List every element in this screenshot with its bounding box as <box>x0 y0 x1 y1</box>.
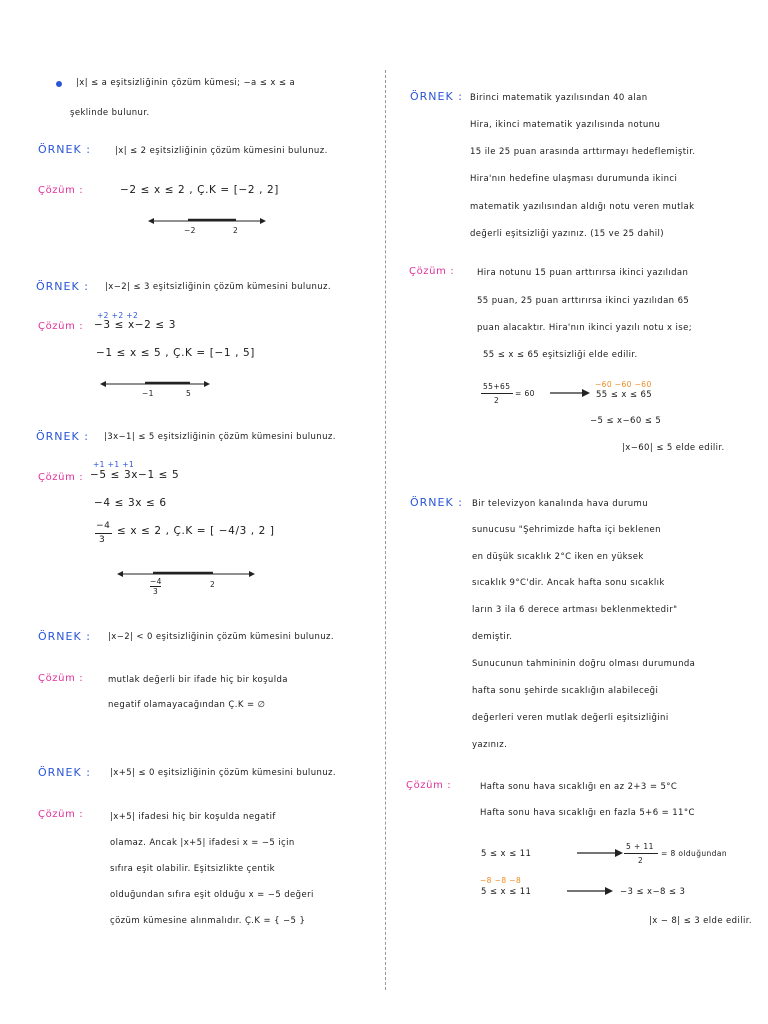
example-7-fraction-numerator: 5 + 11 <box>626 842 654 851</box>
example-2-solution-label: Çözüm : <box>38 321 84 332</box>
example-2-nl-b: 5 <box>186 389 192 398</box>
example-6-q2: Hira, ikinci matematik yazılısında notunu <box>470 120 661 130</box>
example-4-line1: mutlak değerli bir ifade hiç bir koşulda <box>108 675 288 685</box>
example-7-s2: Hafta sonu hava sıcaklığı en fazla 5+6 = 11°C <box>480 808 695 818</box>
example-7-q9: değerleri veren mutlak değerli eşitsizliğini <box>472 713 669 723</box>
example-7-q3: en düşük sıcaklık 2°C iken en yüksek <box>472 552 644 562</box>
example-6-s3: puan alacaktır. Hira'nın ikinci yazılı notu x ise; <box>477 323 692 333</box>
example-2-question: |x−2| ≤ 3 eşitsizliğinin çözüm kümesini bulunuz. <box>105 282 332 292</box>
example-7-q2: sunucusu "Şehrimizde hafta içi beklenen <box>472 525 661 535</box>
example-6-s5: 55 ≤ x ≤ 65 <box>596 390 653 400</box>
example-1-solution-label: Çözüm : <box>38 185 84 196</box>
example-7-fraction-denominator: 2 <box>638 856 644 865</box>
example-4-solution-label: Çözüm : <box>38 673 84 684</box>
example-3-step1: −5 ≤ 3x−1 ≤ 5 <box>90 469 180 481</box>
example-6-s2: 55 puan, 25 puan arttırırsa ikinci yazılıdan 65 <box>477 296 690 306</box>
example-3-label: ÖRNEK : <box>36 430 89 443</box>
example-1-nl-a: −2 <box>184 226 196 235</box>
example-7-s3: 5 ≤ x ≤ 11 <box>481 849 532 859</box>
example-6-q6: değerli eşitsizliği yazınız. (15 ve 25 dahil) <box>470 229 664 239</box>
example-7-s4: 5 ≤ x ≤ 11 <box>481 887 532 897</box>
example-6-q4: Hira'nın hedefine ulaşması durumunda ikinci <box>470 174 678 184</box>
example-5-line2: olamaz. Ancak |x+5| ifadesi x = −5 için <box>110 838 295 848</box>
example-3-number-line <box>117 567 257 581</box>
example-4-label: ÖRNEK : <box>38 630 91 643</box>
intro-line1: |x| ≤ a eşitsizliğinin çözüm kümesi; −a ≤ x ≤ a <box>76 78 296 88</box>
example-6-arrow-icon <box>550 388 592 398</box>
example-6-s1: Hira notunu 15 puan arttırırsa ikinci yazılıdan <box>477 268 689 278</box>
example-7-s6: |x − 8| ≤ 3 elde edilir. <box>649 916 752 926</box>
column-divider <box>385 70 386 990</box>
example-7-q1: Bir televizyon kanalında hava durumu <box>472 499 648 509</box>
example-5-label: ÖRNEK : <box>38 766 91 779</box>
example-7-s5: −3 ≤ x−8 ≤ 3 <box>620 887 686 897</box>
example-4-question: |x−2| < 0 eşitsizliğinin çözüm kümesini bulunuz. <box>108 632 335 642</box>
example-3-nl-denominator: 3 <box>153 587 159 596</box>
example-6-subtractions: −60 −60 −60 <box>595 380 652 389</box>
example-3-step3-denominator: 3 <box>99 535 106 545</box>
example-7-subtractions: −8 −8 −8 <box>480 876 522 885</box>
bullet-icon <box>56 81 62 87</box>
example-6-solution-label: Çözüm : <box>409 266 455 277</box>
example-6-fraction-result: = 60 <box>515 389 535 398</box>
example-1-label: ÖRNEK : <box>38 143 91 156</box>
example-7-q5: ların 3 ila 6 derece artması beklenmektedir" <box>472 605 678 615</box>
example-3-nl-numerator: −4 <box>150 577 162 586</box>
example-5-question: |x+5| ≤ 0 eşitsizliğinin çözüm kümesini bulunuz. <box>110 768 337 778</box>
intro-line2: şeklinde bulunur. <box>70 108 150 118</box>
example-6-q1: Birinci matematik yazılısından 40 alan <box>470 93 648 103</box>
example-3-nl-b: 2 <box>210 580 216 589</box>
example-7-q6: demiştir. <box>472 632 513 642</box>
example-2-number-line <box>100 377 212 391</box>
example-1-question: |x| ≤ 2 eşitsizliğinin çözüm kümesini bulunuz. <box>115 146 328 156</box>
example-7-q8: hafta sonu şehirde sıcaklığın alabileceği <box>472 686 659 696</box>
example-7-q7: Sunucunun tahmininin doğru olması durumunda <box>472 659 696 669</box>
example-2-label: ÖRNEK : <box>36 280 89 293</box>
example-5-line4: olduğundan sıfıra eşit olduğu x = −5 değeri <box>110 890 314 900</box>
example-3-question: |3x−1| ≤ 5 eşitsizliğinin çözüm kümesini bulunuz. <box>104 432 336 442</box>
example-5-line3: sıfıra eşit olabilir. Eşitsizlikte çentik <box>110 864 275 874</box>
example-1-solution: −2 ≤ x ≤ 2 , Ç.K = [−2 , 2] <box>120 184 279 196</box>
example-3-adds: +1 +1 +1 <box>93 460 135 469</box>
example-4-line2: negatif olamayacağından Ç.K = ∅ <box>108 700 266 710</box>
example-7-arrow-icon-1 <box>577 848 625 858</box>
example-6-s4: 55 ≤ x ≤ 65 eşitsizliği elde edilir. <box>483 350 638 360</box>
example-3-step2: −4 ≤ 3x ≤ 6 <box>94 497 167 509</box>
example-7-s1: Hafta sonu hava sıcaklığı en az 2+3 = 5°C <box>480 782 678 792</box>
example-5-line5: çözüm kümesine alınmalıdır. Ç.K = { −5 } <box>110 916 306 926</box>
example-1-number-line <box>148 214 268 228</box>
example-6-fraction-denominator: 2 <box>494 396 500 405</box>
example-7-q4: sıcaklık 9°C'dir. Ancak hafta sonu sıcaklık <box>472 578 665 588</box>
example-2-step2: −1 ≤ x ≤ 5 , Ç.K = [−1 , 5] <box>96 347 255 359</box>
example-7-solution-label: Çözüm : <box>406 780 452 791</box>
example-5-solution-label: Çözüm : <box>38 809 84 820</box>
example-6-q3: 15 ile 25 puan arasında arttırmayı hedeflemiştir. <box>470 147 696 157</box>
example-6-fraction-bar <box>481 393 513 394</box>
example-3-step3-numerator: −4 <box>96 521 111 531</box>
example-7-fraction-bar <box>624 853 658 854</box>
example-6-q5: matematik yazılısından aldığı notu veren mutlak <box>470 202 695 212</box>
example-3-step3: ≤ x ≤ 2 , Ç.K = [ −4/3 , 2 ] <box>117 525 275 537</box>
example-6-fraction-numerator: 55+65 <box>483 382 511 391</box>
example-6-label: ÖRNEK : <box>410 90 463 103</box>
example-2-step1: −3 ≤ x−2 ≤ 3 <box>94 319 176 331</box>
example-5-line1: |x+5| ifadesi hiç bir koşulda negatif <box>110 812 276 822</box>
example-7-q10: yazınız. <box>472 740 508 750</box>
example-7-label: ÖRNEK : <box>410 496 463 509</box>
example-6-s6: −5 ≤ x−60 ≤ 5 <box>590 416 662 426</box>
example-7-arrow-icon-2 <box>567 886 615 896</box>
example-2-nl-a: −1 <box>142 389 154 398</box>
example-6-s7: |x−60| ≤ 5 elde edilir. <box>622 443 725 453</box>
example-2-adds: +2 +2 +2 <box>97 311 139 320</box>
example-3-solution-label: Çözüm : <box>38 472 84 483</box>
example-3-fraction-bar <box>95 533 112 534</box>
example-1-nl-b: 2 <box>233 226 239 235</box>
example-7-fraction-rest: = 8 olduğundan <box>661 849 727 858</box>
